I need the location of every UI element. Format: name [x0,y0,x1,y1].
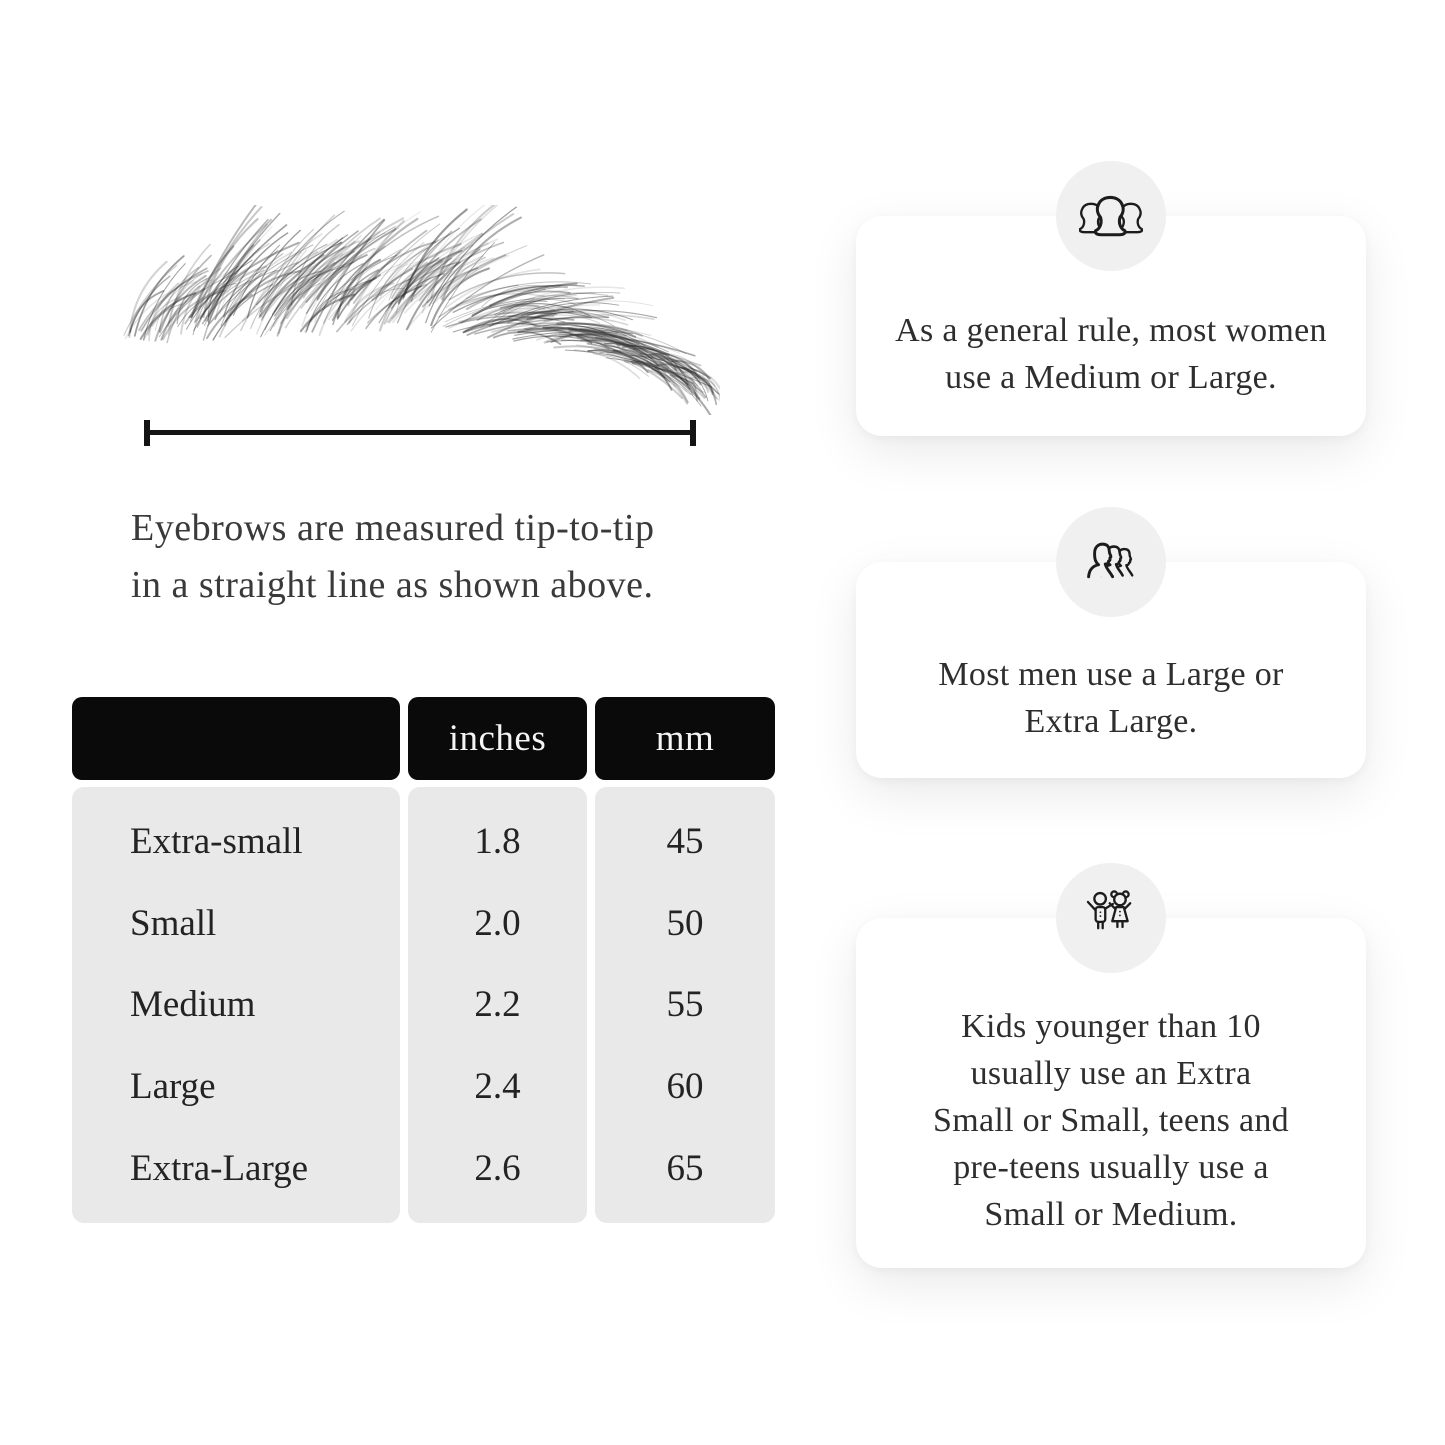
table-header-size [72,697,400,780]
caption-line: Eyebrows are measured tip-to-tip [131,507,655,549]
measurement-line [144,420,696,446]
table-column-size [72,787,400,1223]
table-cell-mm: 60 [666,1066,704,1108]
table-cell-mm: 45 [666,821,704,863]
table-header-mm: mm [595,697,775,780]
card-text-line: Small or Medium. [984,1196,1238,1233]
table-header-inches: inches [408,697,587,780]
card-text-kids [856,973,1366,1268]
card-text-line: usually use an Extra [970,1055,1252,1092]
card-text-line: pre-teens usually use a [953,1149,1269,1186]
table-cell-size: Extra-Large [130,1147,309,1189]
table-column-mm [595,787,775,1223]
info-card-men [856,562,1366,778]
kids-icon [1056,863,1166,973]
card-text-line: As a general rule, most women [895,311,1327,349]
table-cell-inches: 2.4 [474,1066,521,1108]
table-cell-mm: 50 [666,902,704,944]
card-text-line: Extra Large. [1024,702,1198,740]
info-card-women [856,216,1366,436]
table-cell-mm: 65 [666,1147,704,1189]
measurement-line-bar [144,430,696,435]
table-cell-size: Small [130,902,217,944]
table-cell-inches: 1.8 [474,821,521,863]
table-cell-size: Medium [130,984,256,1026]
table-cell-size: Extra-small [130,821,303,863]
table-cell-size: Large [130,1066,216,1108]
caption-line: in a straight line as shown above. [131,564,654,606]
measurement-line-endcap-right [690,420,696,446]
table-cell-inches: 2.6 [474,1147,521,1189]
table-cell-mm: 55 [666,984,704,1026]
table-cell-inches: 2.0 [474,902,521,944]
info-card-kids [856,918,1366,1268]
card-text-men [856,617,1366,778]
eyebrow-illustration [100,205,720,415]
table-cell-inches: 2.2 [474,984,521,1026]
card-text-line: Kids younger than 10 [961,1008,1261,1045]
card-text-line: use a Medium or Large. [945,358,1277,396]
card-text-line: Most men use a Large or [938,655,1284,693]
card-text-line: Small or Small, teens and [933,1102,1289,1139]
measurement-caption [131,500,751,614]
men-group-icon [1056,507,1166,617]
table-column-inches [408,787,587,1223]
women-group-icon [1056,161,1166,271]
card-text-women [856,271,1366,436]
